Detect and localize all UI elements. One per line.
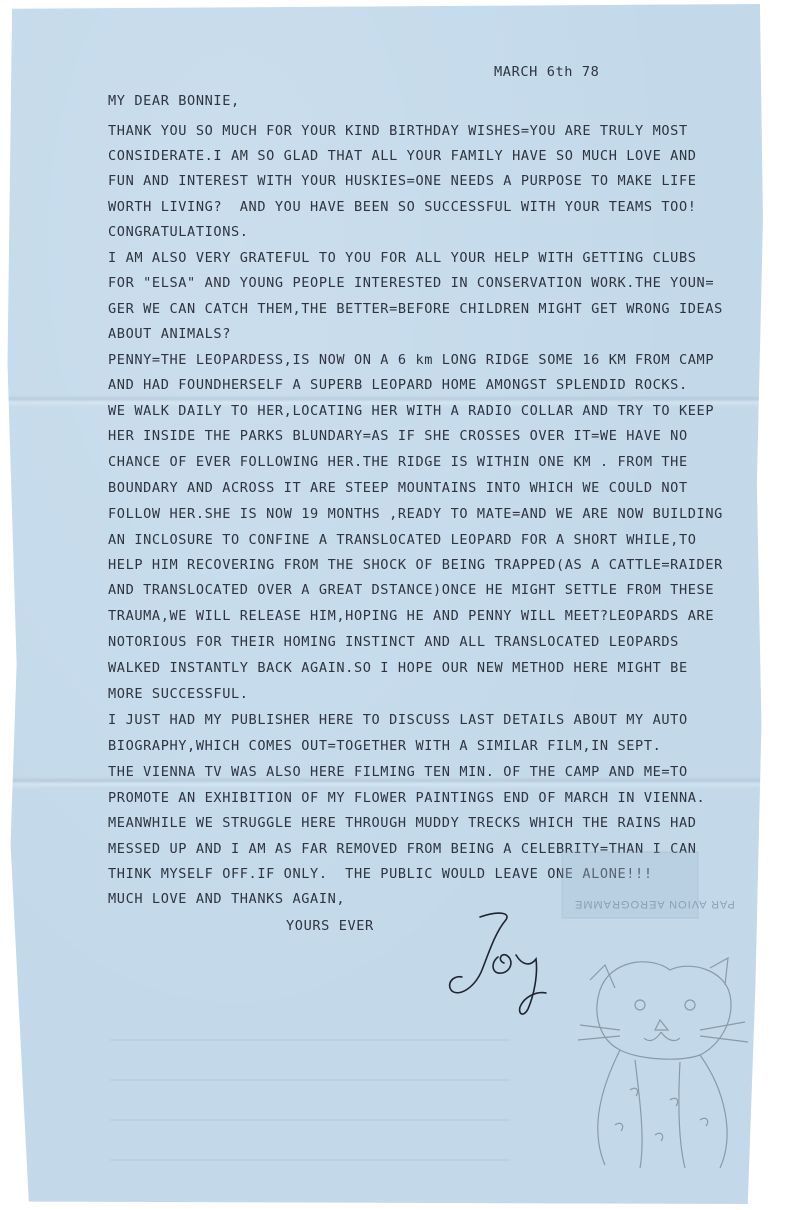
body-line: PROMOTE AN EXHIBITION OF MY FLOWER PAINTINGS END OF MARCH IN VIENNA. [108, 790, 706, 806]
body-line: WE WALK DAILY TO HER,LOCATING HER WITH A RADIO COLLAR AND TRY TO KEEP [108, 403, 715, 419]
body-line: TRAUMA,WE WILL RELEASE HIM,HOPING HE AND PENNY WILL MEET?LEOPARDS ARE [108, 608, 715, 624]
body-line: THANK YOU SO MUCH FOR YOUR KIND BIRTHDAY WISHES=YOU ARE TRULY MOST [108, 123, 688, 139]
body-line: FOR "ELSA" AND YOUNG PEOPLE INTERESTED IN CONSERVATION WORK.THE YOUN= [108, 275, 715, 291]
body-line: WALKED INSTANTLY BACK AGAIN.SO I HOPE OUR NEW METHOD HERE MIGHT BE [108, 660, 688, 676]
body-line: GER WE CAN CATCH THEM,THE BETTER=BEFORE CHILDREN MIGHT GET WRONG IDEAS [108, 301, 723, 317]
body-line: ABOUT ANIMALS? [108, 326, 231, 342]
closing: YOURS EVER [286, 918, 374, 934]
body-line: BIOGRAPHY,WHICH COMES OUT=TOGETHER WITH A SIMILAR FILM,IN SEPT. [108, 738, 662, 754]
body-line: PENNY=THE LEOPARDESS,IS NOW ON A 6 km LONG RIDGE SOME 16 KM FROM CAMP [108, 352, 715, 368]
body-line: I AM ALSO VERY GRATEFUL TO YOU FOR ALL YOUR HELP WITH GETTING CLUBS [108, 250, 697, 266]
body-line: THINK MYSELF OFF.IF ONLY. THE PUBLIC WOULD LEAVE ONE ALONE!!! [108, 866, 653, 882]
body-line: AN INCLOSURE TO CONFINE A TRANSLOCATED LEOPARD FOR A SHORT WHILE,TO [108, 532, 697, 548]
leopard-drawing-icon [560, 950, 760, 1170]
body-line: NOTORIOUS FOR THEIR HOMING INSTINCT AND ALL TRANSLOCATED LEOPARDS [108, 634, 679, 650]
body-line: MUCH LOVE AND THANKS AGAIN, [108, 891, 346, 907]
body-line: CONSIDERATE.I AM SO GLAD THAT ALL YOUR FAMILY HAVE SO MUCH LOVE AND [108, 148, 697, 164]
body-line: HER INSIDE THE PARKS BLUNDARY=AS IF SHE CROSSES OVER IT=WE HAVE NO [108, 428, 688, 444]
body-line: HELP HIM RECOVERING FROM THE SHOCK OF BEING TRAPPED(AS A CATTLE=RAIDER [108, 557, 723, 573]
address-lines [110, 1020, 510, 1170]
body-line: MESSED UP AND I AM AS FAR REMOVED FROM BEING A CELEBRITY=THAN I CAN [108, 841, 697, 857]
letter-date: MARCH 6th 78 [494, 64, 600, 80]
salutation: MY DEAR BONNIE, [108, 93, 240, 109]
body-line: MORE SUCCESSFUL. [108, 686, 249, 702]
body-line: FOLLOW HER.SHE IS NOW 19 MONTHS ,READY TO MATE=AND WE ARE NOW BUILDING [108, 506, 723, 522]
airmail-label: PAR AVION AEROGRAMME [574, 898, 735, 910]
body-line: CHANCE OF EVER FOLLOWING HER.THE RIDGE IS WITHIN ONE KM . FROM THE [108, 454, 688, 470]
body-line: BOUNDARY AND ACROSS IT ARE STEEP MOUNTAINS INTO WHICH WE COULD NOT [108, 480, 688, 496]
body-line: AND TRANSLOCATED OVER A GREAT DSTANCE)ONCE HE MIGHT SETTLE FROM THESE [108, 582, 715, 598]
body-line: CONGRATULATIONS. [108, 224, 249, 240]
body-line: WORTH LIVING? AND YOU HAVE BEEN SO SUCCESSFUL WITH YOUR TEAMS TOO! [108, 199, 697, 215]
body-line: MEANWHILE WE STRUGGLE HERE THROUGH MUDDY TRECKS WHICH THE RAINS HAD [108, 815, 697, 831]
body-line: FUN AND INTEREST WITH YOUR HUSKIES=ONE NEEDS A PURPOSE TO MAKE LIFE [108, 173, 697, 189]
handwritten-signature [440, 905, 560, 1015]
body-line: THE VIENNA TV WAS ALSO HERE FILMING TEN MIN. OF THE CAMP AND ME=TO [108, 764, 688, 780]
body-line: I JUST HAD MY PUBLISHER HERE TO DISCUSS LAST DETAILS ABOUT MY AUTO [108, 712, 688, 728]
body-line: AND HAD FOUNDHERSELF A SUPERB LEOPARD HOME AMONGST SPLENDID ROCKS. [108, 377, 688, 393]
